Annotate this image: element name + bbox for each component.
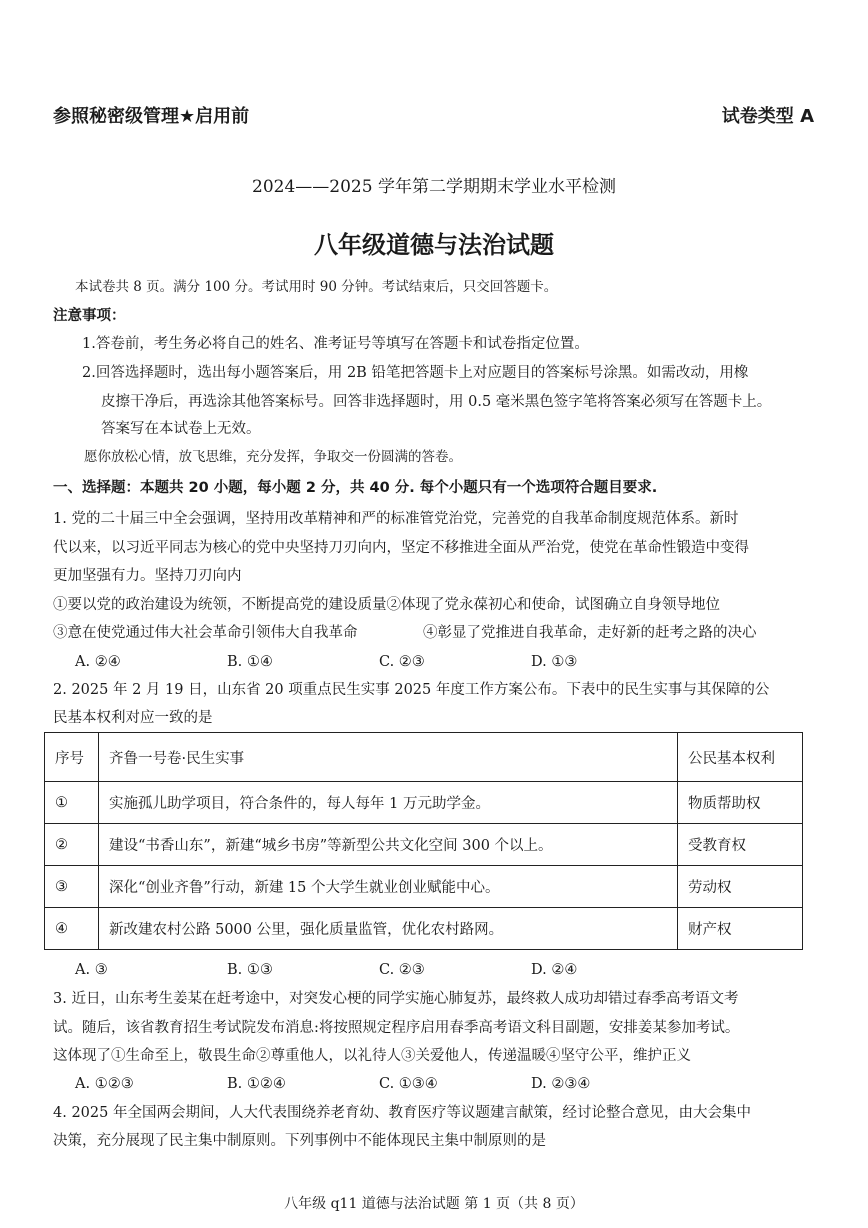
question-3-text: 试。随后，该省教育招生考试院发布消息:将按照规定程序启用春季高考语文科目副题，安排姜某参加考试。 — [53, 1020, 740, 1036]
table-header-row — [45, 733, 803, 782]
table-header-cell: 齐鲁一号卷·民生实事 — [99, 733, 678, 782]
exam-subtitle: 2024——2025 学年第二学期期末学业水平检测 — [252, 177, 616, 197]
confidentiality-label: 参照秘密级管理★启用前 — [53, 106, 250, 127]
option-c: C. ②③ — [379, 962, 425, 978]
table-cell: 实施孤儿助学项目，符合条件的，每人每年 1 万元助学金。 — [99, 782, 678, 824]
question-3-options — [75, 1074, 683, 1094]
table-cell: 财产权 — [678, 908, 803, 950]
note-line: 答案写在本试卷上无效。 — [101, 421, 261, 437]
table-cell: ③ — [45, 866, 99, 908]
livelihood-rights-table — [44, 732, 803, 950]
table-row — [45, 824, 803, 866]
note-line: 2.回答选择题时，选出每小题答案后，用 2B 铅笔把答题卡上对应题目的答案标号涂黑。如需改动，用橡 — [82, 365, 749, 381]
exam-wish: 愿你放松心情，放飞思维，充分发挥，争取交一份圆满的答卷。 — [84, 449, 462, 465]
table-cell: 受教育权 — [678, 824, 803, 866]
table-row — [45, 866, 803, 908]
question-4-text: 4. 2025 年全国两会期间，人大代表围绕养老育幼、教育医疗等议题建言献策，经讨论整合意见，由大会集中 — [53, 1105, 751, 1121]
note-line: 皮擦干净后，再选涂其他答案标号。回答非选择题时，用 0.5 毫米黑色签字笔将答案必须写在答题卡上。 — [101, 394, 772, 410]
paper-type-label: 试卷类型 A — [721, 106, 814, 127]
table-cell: 深化“创业齐鲁”行动，新建 15 个大学生就业创业赋能中心。 — [99, 866, 678, 908]
table-cell: ① — [45, 782, 99, 824]
question-2-text: 民基本权利对应一致的是 — [53, 710, 213, 726]
table-header-cell: 序号 — [45, 733, 99, 782]
table-cell: 建设“书香山东”，新建“城乡书房”等新型公共文化空间 300 个以上。 — [99, 824, 678, 866]
table-row — [45, 782, 803, 824]
table-header-cell: 公民基本权利 — [678, 733, 803, 782]
question-1-statement: ③意在使党通过伟大社会革命引领伟大自我革命 — [53, 625, 358, 641]
question-2-text: 2. 2025 年 2 月 19 日，山东省 20 项重点民生实事 2025 年度工作方案公布。下表中的民生实事与其保障的公 — [53, 682, 770, 698]
question-1-options — [75, 652, 683, 672]
option-b: B. ①③ — [227, 962, 273, 978]
note-line: 1.答卷前，考生务必将自己的姓名、准考证号等填写在答题卡和试卷指定位置。 — [82, 336, 589, 352]
option-a: A. ①②③ — [75, 1076, 134, 1092]
question-1-text: 1. 党的二十届三中全会强调，坚持用改革精神和严的标准管党治党，完善党的自我革命制度规范体系。新时 — [53, 511, 739, 527]
table-row — [45, 908, 803, 950]
question-1-statement: ①要以党的政治建设为统领，不断提高党的建设质量②体现了党永葆初心和使命，试图确立自身领导地位 — [53, 597, 720, 613]
exam-title: 八年级道德与法治试题 — [314, 231, 554, 259]
exam-intro: 本试卷共 8 页。满分 100 分。考试用时 90 分钟。考试结束后，只交回答题卡。 — [75, 279, 558, 295]
question-1-statement: ④彰显了党推进自我革命，走好新的赶考之路的决心 — [423, 625, 757, 641]
option-d: D. ①③ — [531, 654, 578, 670]
notes-heading: 注意事项： — [53, 308, 126, 324]
table-cell: 新改建农村公路 5000 公里，强化质量监管，优化农村路网。 — [99, 908, 678, 950]
page-footer: 八年级 q11 道德与法治试题 第 1 页（共 8 页） — [284, 1196, 584, 1212]
option-b: B. ①②④ — [227, 1076, 286, 1092]
question-2-options — [75, 960, 683, 980]
option-d: D. ②③④ — [531, 1076, 591, 1092]
question-4-text: 决策，充分展现了民主集中制原则。下列事例中不能体现民主集中制原则的是 — [53, 1133, 546, 1149]
table-cell: 物质帮助权 — [678, 782, 803, 824]
question-3-text: 3. 近日，山东考生姜某在赶考途中，对突发心梗的同学实施心肺复苏，最终救人成功却错过春季高考语文考 — [53, 991, 739, 1007]
table-cell: 劳动权 — [678, 866, 803, 908]
option-b: B. ①④ — [227, 654, 273, 670]
option-d: D. ②④ — [531, 962, 578, 978]
option-a: A. ③ — [75, 962, 108, 978]
option-a: A. ②④ — [75, 654, 121, 670]
question-3-text: 这体现了①生命至上，敬畏生命②尊重他人，以礼待人③关爱他人，传递温暖④坚守公平，维护正义 — [53, 1048, 691, 1064]
question-1-text: 代以来，以习近平同志为核心的党中央坚持刀刃向内，坚定不移推进全面从严治党，使党在革命性锻造中变得 — [53, 540, 749, 556]
table-cell: ④ — [45, 908, 99, 950]
table-cell: ② — [45, 824, 99, 866]
section-heading: 一、选择题：本题共 20 小题，每小题 2 分，共 40 分. 每个小题只有一个选项符合题目要求. — [53, 480, 658, 496]
option-c: C. ①③④ — [379, 1076, 438, 1092]
option-c: C. ②③ — [379, 654, 425, 670]
question-1-text: 更加坚强有力。坚持刀刃向内 — [53, 568, 242, 584]
